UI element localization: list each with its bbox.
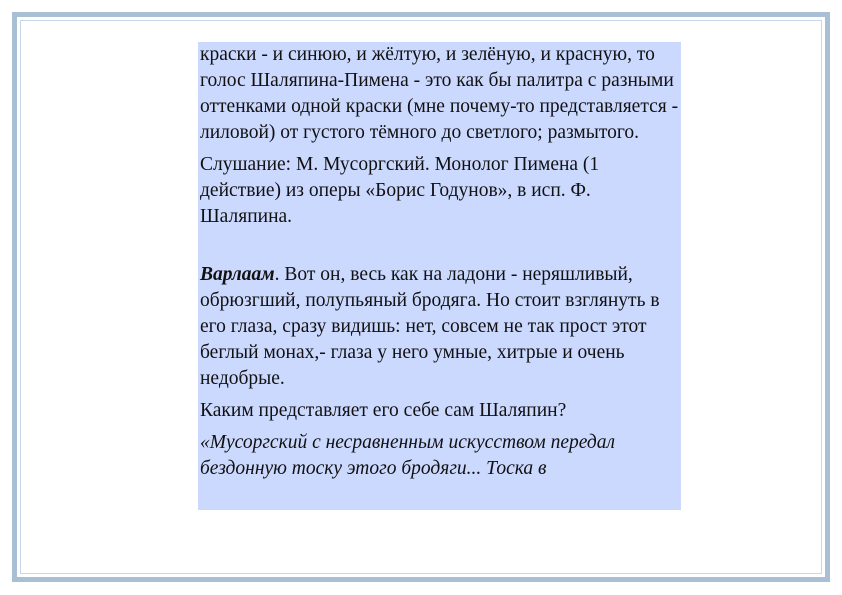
text-block bbox=[198, 42, 681, 510]
paragraph-quote: «Мусоргский с несравненным искусством передал бездонную тоску этого бродяги... Тоска в bbox=[200, 432, 616, 479]
paragraph-varlaam-text: . Вот он, весь как на ладони - неряшливый, обрюзгший, полупьяный бродяга. Но стоит взглянуть в его глаза, сразу видишь: нет, совсем не так прост этот беглый монах,- глаза у него умные, хитрые и очень недобрые. bbox=[200, 264, 660, 389]
paragraph-varlaam bbox=[200, 262, 679, 392]
paragraph-question: Каким представляет его себе сам Шаляпин? bbox=[200, 400, 567, 421]
speaker-name: Варлаам bbox=[200, 264, 275, 285]
paragraph-palette: краски - и синюю, и жёлтую, и зелёную, и красную, то голос Шаляпина-Пимена - это как бы палитра с разными оттенками одной краски (мне почему-то представляется - лиловой) от густого тёмного до светлого; размытого. bbox=[200, 44, 679, 143]
paragraph-listening: Слушание: М. Мусоргский. Монолог Пимена (1 действие) из оперы «Борис Годунов», в исп. Ф. Шаляпина. bbox=[200, 154, 600, 227]
